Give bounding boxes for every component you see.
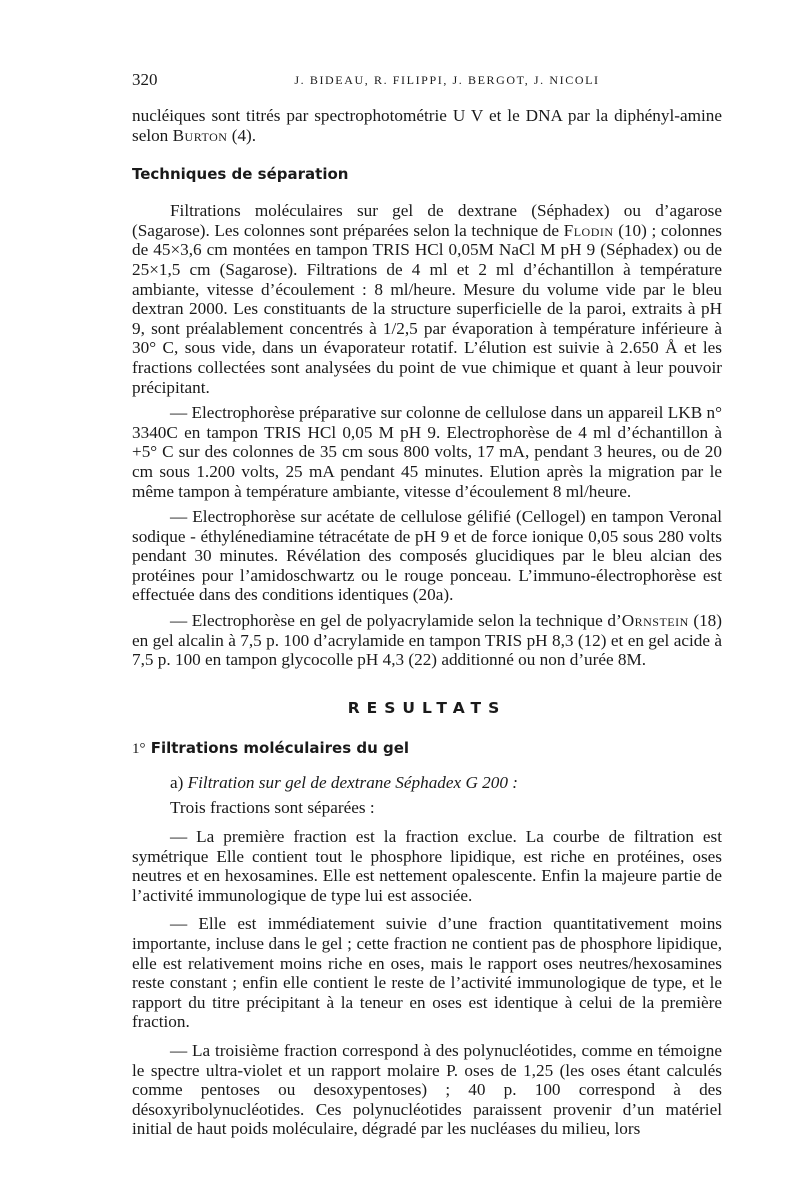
results-paragraph: — Elle est immédiatement suivie d’une fraction quantitativement moins importante, incluse dans le gel ; cette fraction ne contient pas de phosphore lipidique, elle est relativement moins riche en oses, mais le rapport oses neutres/hexosamines reste constant ; enfin elle contient le reste de l’activité immunologique de type, et le rapport du titre précipitant à la teneur en oses est identique à celui de la première fraction. [132,914,722,1032]
techniques-paragraph: — Electrophorèse sur acétate de cellulose gélifié (Cellogel) en tampon Veronal sodique - éthylénediamine tétracétate de pH 9 et de force ionique 0,05 sous 280 volts pendant 30 minutes. Révélation des composés glucidiques par le bleu alcian des protéines pour l’amidoschwartz ou le rouge ponceau. L’immuno-électrophorèse est effectuée dans des conditions identiques (20a). [132,507,722,605]
subsection-number: 1° [132,740,146,757]
intro-paragraph: nucléiques sont titrés par spectrophotométrie U V et le DNA par la diphényl-amine selon Burton (4). [132,106,722,145]
article-body [132,106,722,1139]
techniques-paragraph: Filtrations moléculaires sur gel de dextrane (Séphadex) ou d’agarose (Sagarose). Les colonnes sont préparées selon la technique de Flodin (10) ; colonnes de 45×3,6 cm montées en tampon TRIS HCl 0,05M NaCl M pH 9 (Séphadex) ou de 25×1,5 cm (Sagarose). Filtrations de 4 ml et 2 ml d’échantillon à température ambiante, vitesse d’écoulement : 8 ml/heure. Mesure du volume vide par le bleu dextran 2000. Les constituants de la structure superficielle de la paroi, extraits à pH 9, sont préalablement concentrés à 1/2,5 par évaporation à température inférieure à 30° C, sous vide, dans un évaporateur rotatif. L’élution est suivie à 2.650 Å et les fractions collectées sont analysées du point de vue chimique et quant à leur pouvoir précipitant. [132,201,722,397]
results-intro: Trois fractions sont séparées : [170,798,375,818]
author-name: Ornstein [621,611,689,631]
author-name: Flodin [563,220,614,240]
techniques-paragraph: — Electrophorèse préparative sur colonne de cellulose dans un appareil LKB n° 3340C en tampon TRIS HCl 0,05 M pH 9. Electrophorèse de 4 ml d’échantillon à +5° C sur des colonnes de 35 cm sous 800 volts, 17 mA, pendant 3 heures, ou de 20 cm sous 1.200 volts, 25 mA pendant 45 minutes. Elution après la migration par le même tampon à température ambiante, vitesse d’écoulement 8 ml/heure. [132,403,722,501]
techniques-paragraph: — Electrophorèse en gel de polyacrylamide selon la technique d’Ornstein (18) en gel alcalin à 7,5 p. 100 d’acrylamide en tampon TRIS pH 8,3 (12) et en gel acide à 7,5 p. 100 en tampon glycocolle pH 4,3 (22) additionné ou non d’urée 8M. [132,611,723,670]
subsection-title: Filtrations moléculaires du gel [150,738,410,757]
page-header [132,70,722,94]
section-heading-techniques: Techniques de séparation [132,165,349,184]
running-head: J. BIDEAU, R. FILIPPI, J. BERGOT, J. NICOLI [294,73,600,87]
results-paragraph: — La troisième fraction correspond à des polynucléotides, comme en témoigne le spectre ultra-violet et un rapport molaire P. oses de 1,25 (les oses étant calculés comme pentoses ou desoxypentoses) ; 40 p. 100 correspond à des désoxyribolynucléotides. Ces polynucléotides paraissent provenir d’un matériel initial de haut poids moléculaire, dégradé par les nucléases du milieu, lors [132,1040,722,1139]
page-number: 320 [132,70,158,89]
results-paragraph: — La première fraction est la fraction exclue. La courbe de filtration est symétrique Elle contient tout le phosphore lipidique, est riche en protéines, oses neutres et en hexosamines. Elle est nettement opalescente. Enfin la majeure partie de l’activité immunologique de type lui est associée. [132,827,722,905]
author-name: Burton [172,125,228,145]
subsection-heading [132,739,722,759]
section-heading-results: RESULTATS [347,698,507,717]
subsection-a-title: a) Filtration sur gel de dextrane Séphadex G 200 : [170,772,518,792]
